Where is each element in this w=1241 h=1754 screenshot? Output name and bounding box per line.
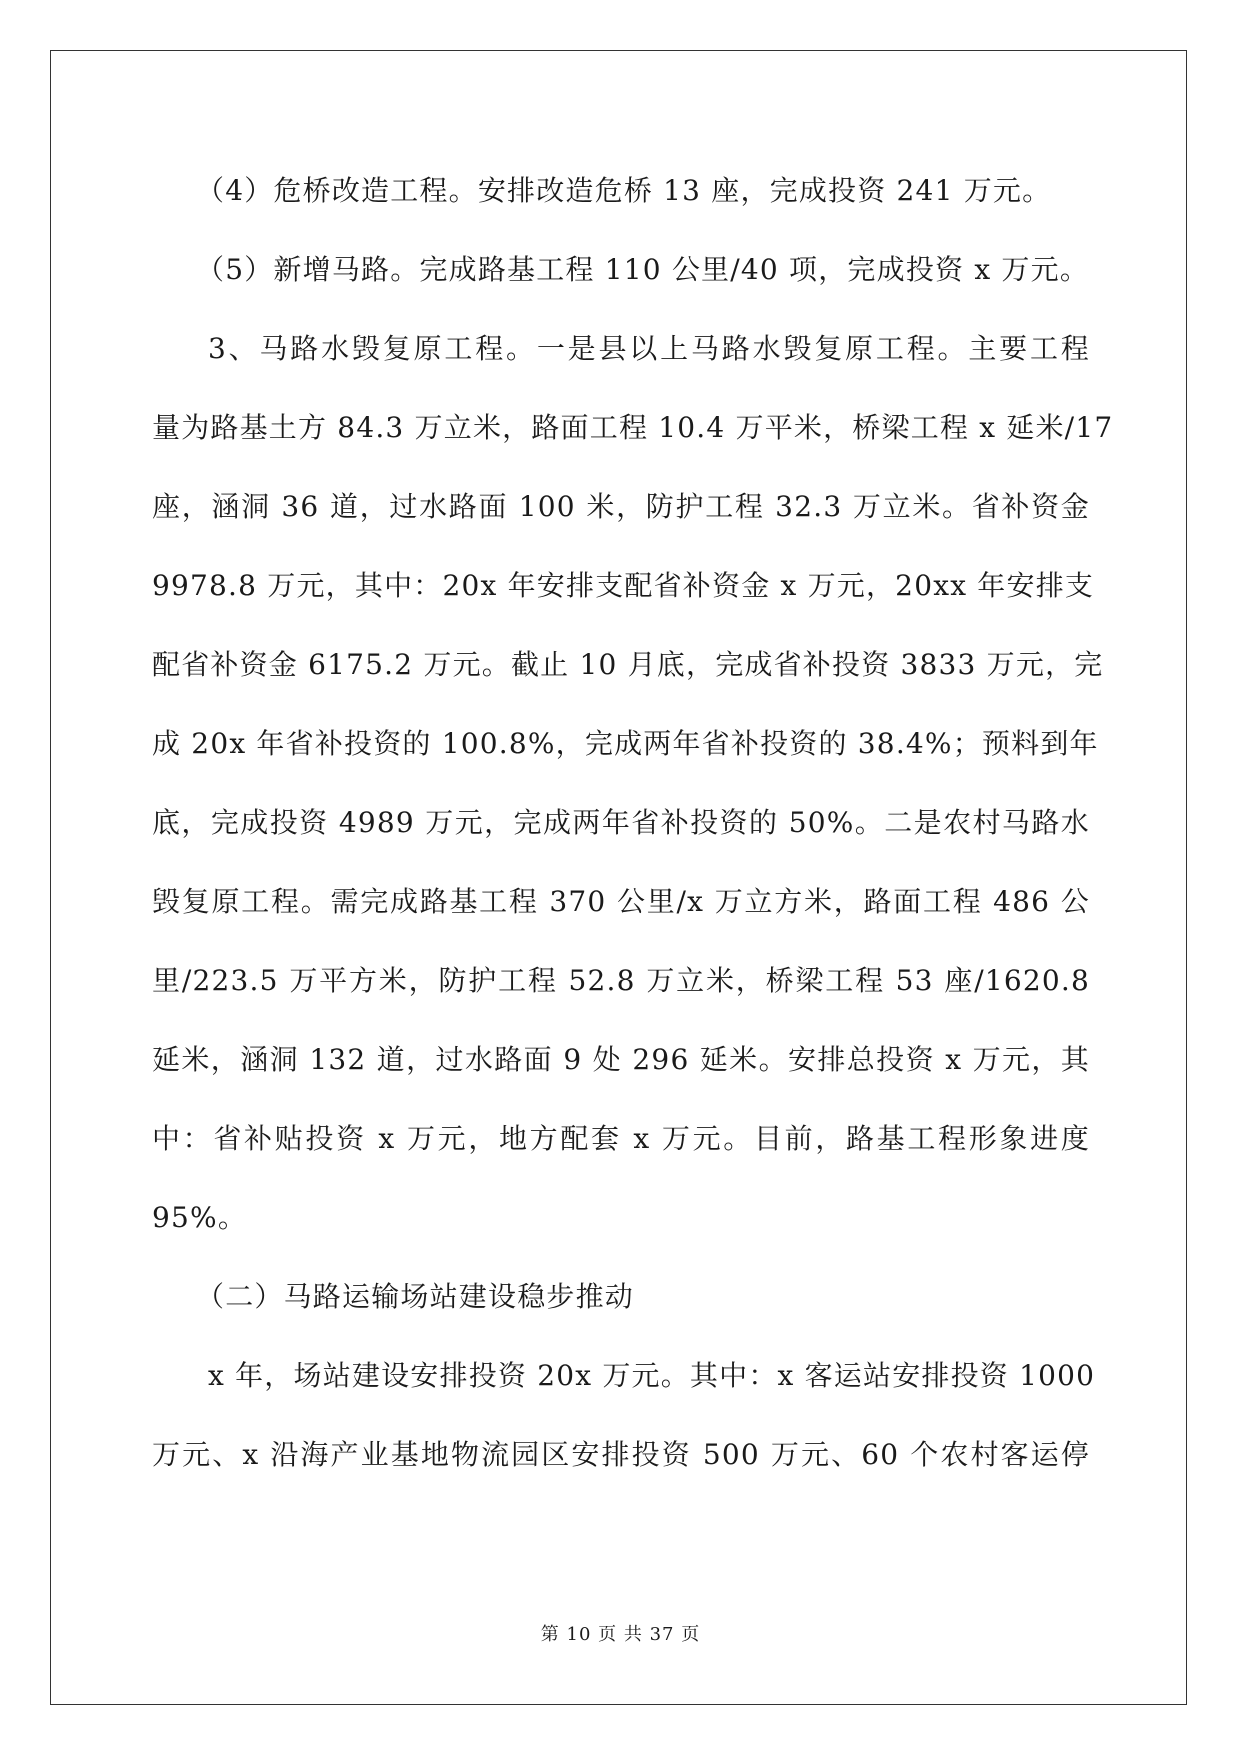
text-line-content: 万元、x 沿海产业基地物流园区安排投资 500 万元、60 个农村客运停 (152, 1438, 1090, 1471)
text-line (152, 1271, 1090, 1350)
page-footer: 第 10 页 共 37 页 (540, 1624, 701, 1645)
text-line-content: 中：省补贴投资 x 万元，地方配套 x 万元。目前，路基工程形象进度 (152, 1122, 1090, 1155)
text-line (152, 1113, 1090, 1192)
text-line (152, 639, 1104, 718)
text-line (152, 1034, 1090, 1113)
text-line-content: 配省补资金 6175.2 万元。截止 10 月底，完成省补投资 3833 万元，完 (152, 648, 1104, 681)
text-line-content: 底，完成投资 4989 万元，完成两年省补投资的 50%。二是农村马路水 (152, 806, 1090, 839)
text-line (152, 165, 1090, 244)
text-line (152, 560, 1095, 639)
text-line (152, 876, 1090, 955)
text-line (152, 1350, 1096, 1429)
text-line-content: 毁复原工程。需完成路基工程 370 公里/x 万立方米，路面工程 486 公 (152, 885, 1090, 918)
text-line (152, 402, 1114, 481)
text-line-content: （4）危桥改造工程。安排改造危桥 13 座，完成投资 241 万元。 (196, 174, 1052, 207)
text-line (152, 797, 1090, 876)
text-line-content: 延米，涵洞 132 道，过水路面 9 处 296 延米。安排总投资 x 万元，其 (152, 1043, 1090, 1076)
text-line-content: x 年，场站建设安排投资 20x 万元。其中：x 客运站安排投资 1000 (208, 1359, 1096, 1392)
text-line-content: 量为路基土方 84.3 万立米，路面工程 10.4 万平米，桥梁工程 x 延米/17 (152, 411, 1114, 444)
text-line-content: （5）新增马路。完成路基工程 110 公里/40 项，完成投资 x 万元。 (196, 253, 1090, 286)
document-body (152, 165, 1114, 1508)
text-line (152, 955, 1090, 1034)
text-line (152, 1192, 1090, 1271)
text-line-content: 座，涵洞 36 道，过水路面 100 米，防护工程 32.3 万立米。省补资金 (152, 490, 1090, 523)
text-line (152, 481, 1090, 560)
text-line (152, 244, 1090, 323)
text-line (152, 323, 1090, 402)
text-line-content: 里/223.5 万平方米，防护工程 52.8 万立米，桥梁工程 53 座/1620.8 (152, 964, 1090, 997)
text-line (152, 718, 1099, 797)
text-line-content: 成 20x 年省补投资的 100.8%，完成两年省补投资的 38.4%；预料到年 (152, 727, 1099, 760)
text-line-content: （二）马路运输场站建设稳步推动 (196, 1280, 635, 1313)
text-line-content: 3、马路水毁复原工程。一是县以上马路水毁复原工程。主要工程 (208, 332, 1090, 365)
text-line (152, 1429, 1090, 1508)
text-line-content: 95%。 (152, 1201, 248, 1234)
text-line-content: 9978.8 万元，其中：20x 年安排支配省补资金 x 万元，20xx 年安排支 (152, 569, 1095, 602)
